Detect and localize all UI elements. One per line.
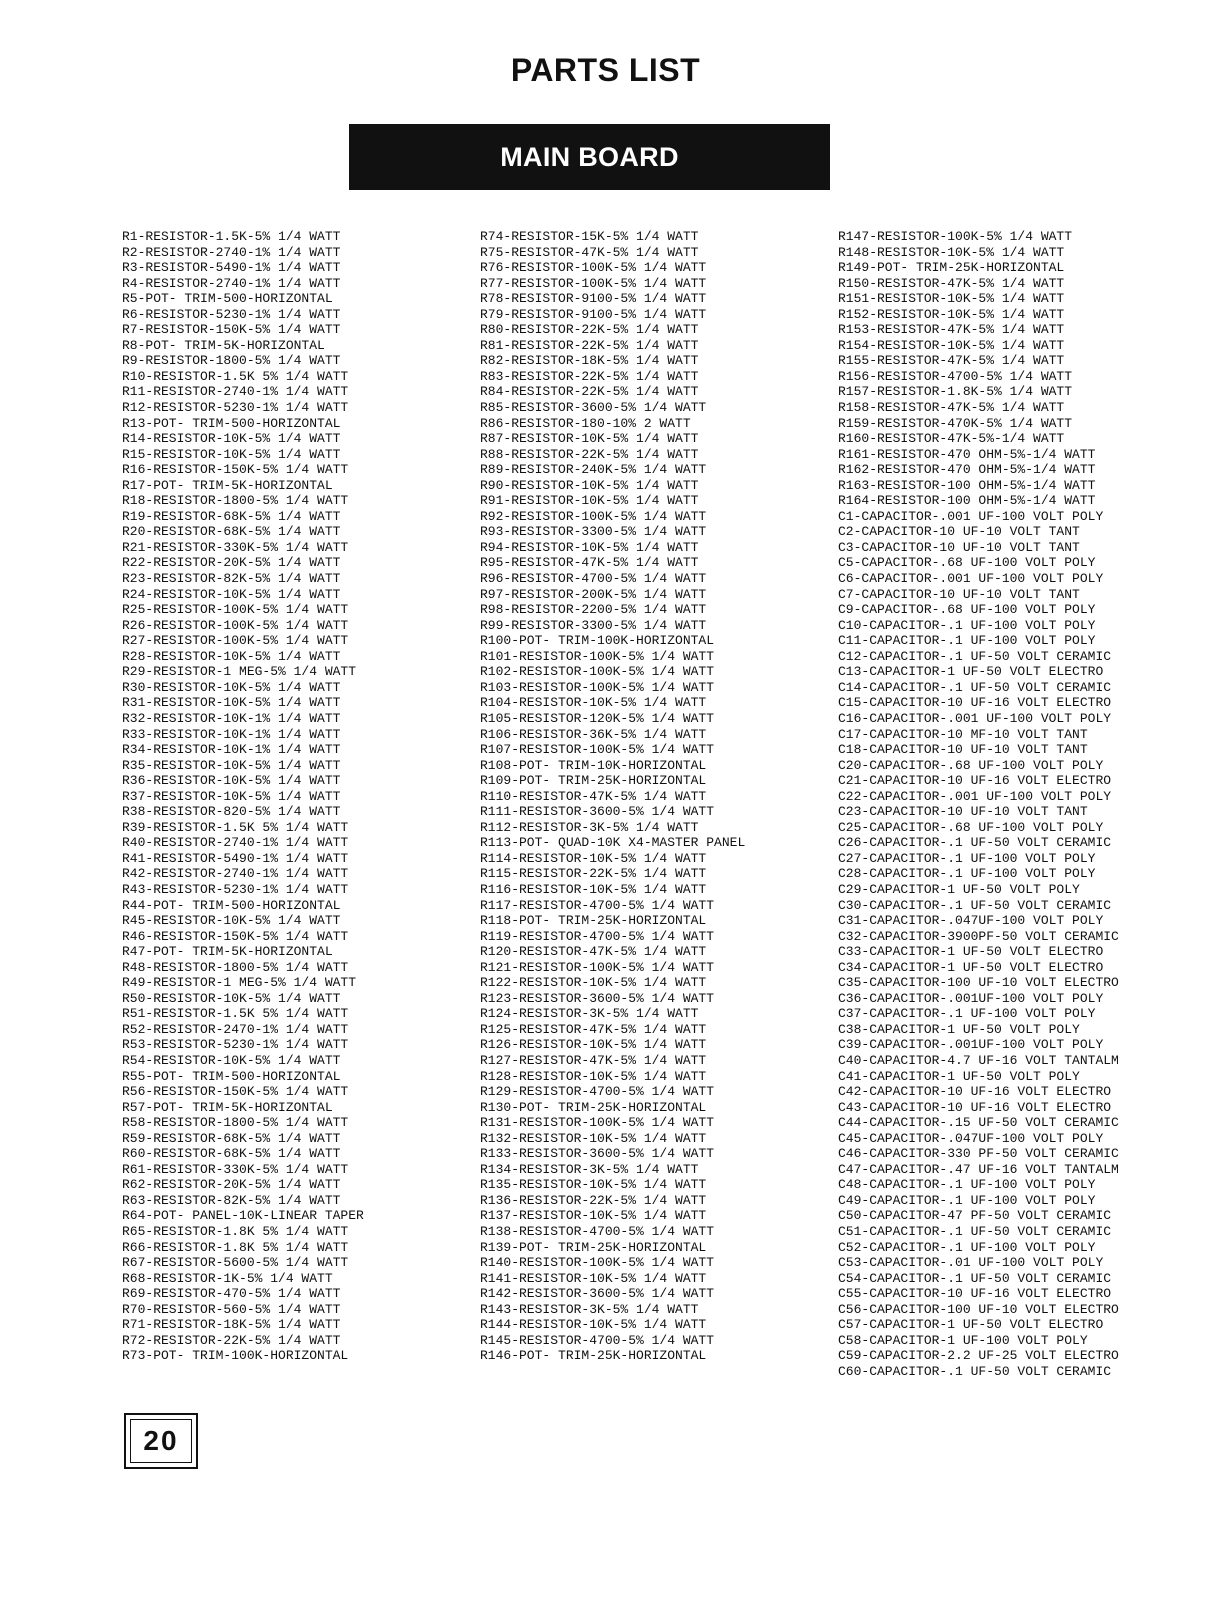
part-entry: R92-RESISTOR-100K-5% 1/4 WATT	[480, 508, 707, 524]
part-entry: C54-CAPACITOR-.1 UF-50 VOLT CERAMIC	[838, 1270, 1112, 1286]
part-entry: R49-RESISTOR-1 MEG-5% 1/4 WATT	[122, 975, 357, 991]
part-entry: R95-RESISTOR-47K-5% 1/4 WATT	[480, 555, 699, 571]
part-entry: C38-CAPACITOR-1 UF-50 VOLT POLY	[838, 1021, 1080, 1037]
part-entry: R20-RESISTOR-68K-5% 1/4 WATT	[122, 524, 341, 540]
part-entry: R122-RESISTOR-10K-5% 1/4 WATT	[480, 975, 707, 991]
part-entry: R74-RESISTOR-15K-5% 1/4 WATT	[480, 229, 699, 244]
part-entry: R90-RESISTOR-10K-5% 1/4 WATT	[480, 477, 699, 493]
part-entry: R75-RESISTOR-47K-5% 1/4 WATT	[480, 244, 699, 260]
part-entry: R57-POT- TRIM-5K-HORIZONTAL	[122, 1099, 333, 1115]
part-entry: C60-CAPACITOR-.1 UF-50 VOLT CERAMIC	[838, 1363, 1112, 1379]
part-entry: R48-RESISTOR-1800-5% 1/4 WATT	[122, 959, 349, 975]
part-entry: R98-RESISTOR-2200-5% 1/4 WATT	[480, 602, 707, 618]
part-entry: C44-CAPACITOR-.15 UF-50 VOLT CERAMIC	[838, 1115, 1119, 1131]
part-entry: R1-RESISTOR-1.5K-5% 1/4 WATT	[122, 229, 341, 244]
part-entry: R121-RESISTOR-100K-5% 1/4 WATT	[480, 959, 715, 975]
part-entry: R161-RESISTOR-470 OHM-5%-1/4 WATT	[838, 446, 1096, 462]
part-entry: R83-RESISTOR-22K-5% 1/4 WATT	[480, 368, 699, 384]
part-entry: R25-RESISTOR-100K-5% 1/4 WATT	[122, 602, 349, 618]
part-entry: C37-CAPACITOR-.1 UF-100 VOLT POLY	[838, 1006, 1096, 1022]
part-entry: C28-CAPACITOR-.1 UF-100 VOLT POLY	[838, 866, 1096, 882]
part-entry: R155-RESISTOR-47K-5% 1/4 WATT	[838, 353, 1065, 369]
part-entry: R73-POT- TRIM-100K-HORIZONTAL	[122, 1348, 349, 1364]
part-entry: R17-POT- TRIM-5K-HORIZONTAL	[122, 477, 333, 493]
part-entry: R102-RESISTOR-100K-5% 1/4 WATT	[480, 664, 715, 680]
part-entry: R18-RESISTOR-1800-5% 1/4 WATT	[122, 493, 349, 509]
part-entry: R34-RESISTOR-10K-1% 1/4 WATT	[122, 742, 341, 758]
part-entry: C20-CAPACITOR-.68 UF-100 VOLT POLY	[838, 757, 1104, 773]
part-entry: C9-CAPACITOR-.68 UF-100 VOLT POLY	[838, 602, 1096, 618]
part-entry: R93-RESISTOR-3300-5% 1/4 WATT	[480, 524, 707, 540]
part-entry: C57-CAPACITOR-1 UF-50 VOLT ELECTRO	[838, 1317, 1104, 1333]
part-entry: R67-RESISTOR-5600-5% 1/4 WATT	[122, 1255, 349, 1271]
part-entry: R21-RESISTOR-330K-5% 1/4 WATT	[122, 539, 349, 555]
part-entry: R160-RESISTOR-47K-5%-1/4 WATT	[838, 431, 1065, 447]
part-entry: C11-CAPACITOR-.1 UF-100 VOLT POLY	[838, 633, 1096, 649]
part-entry: R53-RESISTOR-5230-1% 1/4 WATT	[122, 1037, 349, 1053]
part-entry: R68-RESISTOR-1K-5% 1/4 WATT	[122, 1270, 333, 1286]
part-entry: C45-CAPACITOR-.047UF-100 VOLT POLY	[838, 1130, 1104, 1146]
part-entry: R61-RESISTOR-330K-5% 1/4 WATT	[122, 1161, 349, 1177]
part-entry: C49-CAPACITOR-.1 UF-100 VOLT POLY	[838, 1192, 1096, 1208]
part-entry: R100-POT- TRIM-100K-HORIZONTAL	[480, 633, 715, 649]
part-entry: R76-RESISTOR-100K-5% 1/4 WATT	[480, 260, 707, 276]
part-entry: R62-RESISTOR-20K-5% 1/4 WATT	[122, 1177, 341, 1193]
part-entry: C43-CAPACITOR-10 UF-16 VOLT ELECTRO	[838, 1099, 1112, 1115]
part-entry: R113-POT- QUAD-10K X4-MASTER PANEL	[480, 835, 746, 851]
part-entry: C53-CAPACITOR-.01 UF-100 VOLT POLY	[838, 1255, 1104, 1271]
part-entry: R22-RESISTOR-20K-5% 1/4 WATT	[122, 555, 341, 571]
part-entry: R79-RESISTOR-9100-5% 1/4 WATT	[480, 306, 707, 322]
part-entry: R159-RESISTOR-470K-5% 1/4 WATT	[838, 415, 1073, 431]
part-entry: R70-RESISTOR-560-5% 1/4 WATT	[122, 1301, 341, 1317]
part-entry: C26-CAPACITOR-.1 UF-50 VOLT CERAMIC	[838, 835, 1112, 851]
part-entry: R42-RESISTOR-2740-1% 1/4 WATT	[122, 866, 349, 882]
part-entry: R54-RESISTOR-10K-5% 1/4 WATT	[122, 1052, 341, 1068]
part-entry: R144-RESISTOR-10K-5% 1/4 WATT	[480, 1317, 707, 1333]
part-entry: R45-RESISTOR-10K-5% 1/4 WATT	[122, 913, 341, 929]
part-entry: R107-RESISTOR-100K-5% 1/4 WATT	[480, 742, 715, 758]
part-entry: R148-RESISTOR-10K-5% 1/4 WATT	[838, 244, 1065, 260]
part-entry: C51-CAPACITOR-.1 UF-50 VOLT CERAMIC	[838, 1224, 1112, 1239]
part-entry: R72-RESISTOR-22K-5% 1/4 WATT	[122, 1332, 341, 1348]
part-entry: R14-RESISTOR-10K-5% 1/4 WATT	[122, 431, 341, 447]
part-entry: R3-RESISTOR-5490-1% 1/4 WATT	[122, 260, 341, 276]
part-entry: R145-RESISTOR-4700-5% 1/4 WATT	[480, 1332, 715, 1348]
part-entry: R136-RESISTOR-22K-5% 1/4 WATT	[480, 1192, 707, 1208]
part-entry: R31-RESISTOR-10K-5% 1/4 WATT	[122, 695, 341, 711]
part-entry: R26-RESISTOR-100K-5% 1/4 WATT	[122, 617, 349, 633]
part-entry: R157-RESISTOR-1.8K-5% 1/4 WATT	[838, 384, 1073, 400]
part-entry: R15-RESISTOR-10K-5% 1/4 WATT	[122, 446, 341, 462]
part-entry: R46-RESISTOR-150K-5% 1/4 WATT	[122, 928, 349, 944]
part-entry: R71-RESISTOR-18K-5% 1/4 WATT	[122, 1317, 341, 1333]
part-entry: R156-RESISTOR-4700-5% 1/4 WATT	[838, 368, 1073, 384]
part-entry: R33-RESISTOR-10K-1% 1/4 WATT	[122, 726, 341, 742]
part-entry: R143-RESISTOR-3K-5% 1/4 WATT	[480, 1301, 699, 1317]
part-entry: R19-RESISTOR-68K-5% 1/4 WATT	[122, 508, 341, 524]
part-entry: C47-CAPACITOR-.47 UF-16 VOLT TANTALM	[838, 1161, 1119, 1177]
part-entry: C22-CAPACITOR-.001 UF-100 VOLT POLY	[838, 788, 1112, 804]
part-entry: R5-POT- TRIM-500-HORIZONTAL	[122, 291, 333, 307]
part-entry: R112-RESISTOR-3K-5% 1/4 WATT	[480, 819, 699, 835]
part-entry: R127-RESISTOR-47K-5% 1/4 WATT	[480, 1052, 707, 1068]
part-entry: C59-CAPACITOR-2.2 UF-25 VOLT ELECTRO	[838, 1348, 1119, 1364]
part-entry: R123-RESISTOR-3600-5% 1/4 WATT	[480, 990, 715, 1006]
part-entry: R101-RESISTOR-100K-5% 1/4 WATT	[480, 648, 715, 664]
part-entry: R59-RESISTOR-68K-5% 1/4 WATT	[122, 1130, 341, 1146]
part-entry: C6-CAPACITOR-.001 UF-100 VOLT POLY	[838, 571, 1104, 587]
part-entry: R146-POT- TRIM-25K-HORIZONTAL	[480, 1348, 707, 1364]
part-entry: R129-RESISTOR-4700-5% 1/4 WATT	[480, 1084, 715, 1100]
part-entry: R24-RESISTOR-10K-5% 1/4 WATT	[122, 586, 341, 602]
part-entry: C16-CAPACITOR-.001 UF-100 VOLT POLY	[838, 710, 1112, 726]
part-entry: R130-POT- TRIM-25K-HORIZONTAL	[480, 1099, 707, 1115]
part-entry: R56-RESISTOR-150K-5% 1/4 WATT	[122, 1084, 349, 1100]
part-entry: R82-RESISTOR-18K-5% 1/4 WATT	[480, 353, 699, 369]
part-entry: R135-RESISTOR-10K-5% 1/4 WATT	[480, 1177, 707, 1193]
part-entry: R86-RESISTOR-180-10% 2 WATT	[480, 415, 691, 431]
part-entry: C58-CAPACITOR-1 UF-100 VOLT POLY	[838, 1332, 1088, 1348]
part-entry: R120-RESISTOR-47K-5% 1/4 WATT	[480, 944, 707, 960]
part-entry: R116-RESISTOR-10K-5% 1/4 WATT	[480, 881, 707, 897]
part-entry: R55-POT- TRIM-500-HORIZONTAL	[122, 1068, 341, 1084]
part-entry: C21-CAPACITOR-10 UF-16 VOLT ELECTRO	[838, 773, 1112, 789]
part-entry: R111-RESISTOR-3600-5% 1/4 WATT	[480, 804, 715, 820]
part-entry: R99-RESISTOR-3300-5% 1/4 WATT	[480, 617, 707, 633]
part-entry: R141-RESISTOR-10K-5% 1/4 WATT	[480, 1270, 707, 1286]
part-entry: R96-RESISTOR-4700-5% 1/4 WATT	[480, 571, 707, 587]
part-entry: R163-RESISTOR-100 OHM-5%-1/4 WATT	[838, 477, 1096, 493]
part-entry: C1-CAPACITOR-.001 UF-100 VOLT POLY	[838, 508, 1104, 524]
part-entry: R132-RESISTOR-10K-5% 1/4 WATT	[480, 1130, 707, 1146]
part-entry: R114-RESISTOR-10K-5% 1/4 WATT	[480, 850, 707, 866]
section-title: MAIN BOARD	[500, 141, 679, 172]
part-entry: R63-RESISTOR-82K-5% 1/4 WATT	[122, 1192, 341, 1208]
part-entry: C56-CAPACITOR-100 UF-10 VOLT ELECTRO	[838, 1301, 1119, 1317]
part-entry: R28-RESISTOR-10K-5% 1/4 WATT	[122, 648, 341, 664]
part-entry: R27-RESISTOR-100K-5% 1/4 WATT	[122, 633, 349, 649]
part-entry: R94-RESISTOR-10K-5% 1/4 WATT	[480, 539, 699, 555]
part-entry: R139-POT- TRIM-25K-HORIZONTAL	[480, 1239, 707, 1255]
part-entry: R153-RESISTOR-47K-5% 1/4 WATT	[838, 322, 1065, 338]
part-entry: R84-RESISTOR-22K-5% 1/4 WATT	[480, 384, 699, 400]
part-entry: C30-CAPACITOR-.1 UF-50 VOLT CERAMIC	[838, 897, 1112, 913]
part-entry: R108-POT- TRIM-10K-HORIZONTAL	[480, 757, 707, 773]
part-entry: R103-RESISTOR-100K-5% 1/4 WATT	[480, 679, 715, 695]
parts-column-2	[480, 229, 745, 1364]
part-entry: R2-RESISTOR-2740-1% 1/4 WATT	[122, 244, 341, 260]
part-entry: C46-CAPACITOR-330 PF-50 VOLT CERAMIC	[838, 1146, 1119, 1162]
part-entry: C18-CAPACITOR-10 UF-10 VOLT TANT	[838, 742, 1088, 758]
part-entry: C2-CAPACITOR-10 UF-10 VOLT TANT	[838, 524, 1080, 540]
parts-column-3	[838, 229, 1119, 1379]
part-entry: R137-RESISTOR-10K-5% 1/4 WATT	[480, 1208, 707, 1224]
part-entry: C5-CAPACITOR-.68 UF-100 VOLT POLY	[838, 555, 1096, 571]
part-entry: R162-RESISTOR-470 OHM-5%-1/4 WATT	[838, 462, 1096, 478]
part-entry: R9-RESISTOR-1800-5% 1/4 WATT	[122, 353, 341, 369]
part-entry: R158-RESISTOR-47K-5% 1/4 WATT	[838, 400, 1065, 416]
part-entry: C40-CAPACITOR-4.7 UF-16 VOLT TANTALM	[838, 1052, 1119, 1068]
part-entry: R91-RESISTOR-10K-5% 1/4 WATT	[480, 493, 699, 509]
part-entry: C25-CAPACITOR-.68 UF-100 VOLT POLY	[838, 819, 1104, 835]
part-entry: R105-RESISTOR-120K-5% 1/4 WATT	[480, 710, 715, 726]
part-entry: R39-RESISTOR-1.5K 5% 1/4 WATT	[122, 819, 349, 835]
part-entry: R32-RESISTOR-10K-1% 1/4 WATT	[122, 710, 341, 726]
part-entry: R138-RESISTOR-4700-5% 1/4 WATT	[480, 1224, 715, 1239]
part-entry: R64-POT- PANEL-10K-LINEAR TAPER	[122, 1208, 364, 1224]
part-entry: R38-RESISTOR-820-5% 1/4 WATT	[122, 804, 341, 820]
part-entry: R44-POT- TRIM-500-HORIZONTAL	[122, 897, 341, 913]
part-entry: R8-POT- TRIM-5K-HORIZONTAL	[122, 337, 325, 353]
part-entry: C33-CAPACITOR-1 UF-50 VOLT ELECTRO	[838, 944, 1104, 960]
part-entry: R147-RESISTOR-100K-5% 1/4 WATT	[838, 229, 1073, 244]
part-entry: R11-RESISTOR-2740-1% 1/4 WATT	[122, 384, 349, 400]
part-entry: R134-RESISTOR-3K-5% 1/4 WATT	[480, 1161, 699, 1177]
part-entry: C27-CAPACITOR-.1 UF-100 VOLT POLY	[838, 850, 1096, 866]
page-number-box	[124, 1413, 198, 1469]
part-entry: R77-RESISTOR-100K-5% 1/4 WATT	[480, 275, 707, 291]
section-banner	[349, 124, 830, 190]
part-entry: R152-RESISTOR-10K-5% 1/4 WATT	[838, 306, 1065, 322]
part-entry: C10-CAPACITOR-.1 UF-100 VOLT POLY	[838, 617, 1096, 633]
part-entry: C34-CAPACITOR-1 UF-50 VOLT ELECTRO	[838, 959, 1104, 975]
part-entry: C55-CAPACITOR-10 UF-16 VOLT ELECTRO	[838, 1286, 1112, 1302]
part-entry: R23-RESISTOR-82K-5% 1/4 WATT	[122, 571, 341, 587]
part-entry: R104-RESISTOR-10K-5% 1/4 WATT	[480, 695, 707, 711]
part-entry: C39-CAPACITOR-.001UF-100 VOLT POLY	[838, 1037, 1104, 1053]
part-entry: R126-RESISTOR-10K-5% 1/4 WATT	[480, 1037, 707, 1053]
part-entry: R85-RESISTOR-3600-5% 1/4 WATT	[480, 400, 707, 416]
part-entry: C23-CAPACITOR-10 UF-10 VOLT TANT	[838, 804, 1088, 820]
part-entry: R133-RESISTOR-3600-5% 1/4 WATT	[480, 1146, 715, 1162]
part-entry: R81-RESISTOR-22K-5% 1/4 WATT	[480, 337, 699, 353]
part-entry: C14-CAPACITOR-.1 UF-50 VOLT CERAMIC	[838, 679, 1112, 695]
part-entry: R47-POT- TRIM-5K-HORIZONTAL	[122, 944, 333, 960]
part-entry: R109-POT- TRIM-25K-HORIZONTAL	[480, 773, 707, 789]
part-entry: R66-RESISTOR-1.8K 5% 1/4 WATT	[122, 1239, 349, 1255]
part-entry: C50-CAPACITOR-47 PF-50 VOLT CERAMIC	[838, 1208, 1112, 1224]
part-entry: R37-RESISTOR-10K-5% 1/4 WATT	[122, 788, 341, 804]
part-entry: R58-RESISTOR-1800-5% 1/4 WATT	[122, 1115, 349, 1131]
part-entry: R119-RESISTOR-4700-5% 1/4 WATT	[480, 928, 715, 944]
part-entry: R80-RESISTOR-22K-5% 1/4 WATT	[480, 322, 699, 338]
part-entry: R125-RESISTOR-47K-5% 1/4 WATT	[480, 1021, 707, 1037]
part-entry: R150-RESISTOR-47K-5% 1/4 WATT	[838, 275, 1065, 291]
part-entry: C36-CAPACITOR-.001UF-100 VOLT POLY	[838, 990, 1104, 1006]
part-entry: R110-RESISTOR-47K-5% 1/4 WATT	[480, 788, 707, 804]
part-entry: R151-RESISTOR-10K-5% 1/4 WATT	[838, 291, 1065, 307]
part-entry: C42-CAPACITOR-10 UF-16 VOLT ELECTRO	[838, 1084, 1112, 1100]
part-entry: R149-POT- TRIM-25K-HORIZONTAL	[838, 260, 1065, 276]
part-entry: R29-RESISTOR-1 MEG-5% 1/4 WATT	[122, 664, 357, 680]
part-entry: C52-CAPACITOR-.1 UF-100 VOLT POLY	[838, 1239, 1096, 1255]
part-entry: R41-RESISTOR-5490-1% 1/4 WATT	[122, 850, 349, 866]
part-entry: R65-RESISTOR-1.8K 5% 1/4 WATT	[122, 1224, 349, 1239]
part-entry: R60-RESISTOR-68K-5% 1/4 WATT	[122, 1146, 341, 1162]
part-entry: R36-RESISTOR-10K-5% 1/4 WATT	[122, 773, 341, 789]
part-entry: C41-CAPACITOR-1 UF-50 VOLT POLY	[838, 1068, 1080, 1084]
parts-column-1	[122, 229, 364, 1364]
part-entry: R35-RESISTOR-10K-5% 1/4 WATT	[122, 757, 341, 773]
page-title: PARTS LIST	[510, 52, 701, 88]
part-entry: C3-CAPACITOR-10 UF-10 VOLT TANT	[838, 539, 1080, 555]
part-entry: C29-CAPACITOR-1 UF-50 VOLT POLY	[838, 881, 1080, 897]
part-entry: C32-CAPACITOR-3900PF-50 VOLT CERAMIC	[838, 928, 1119, 944]
part-entry: R164-RESISTOR-100 OHM-5%-1/4 WATT	[838, 493, 1096, 509]
part-entry: R43-RESISTOR-5230-1% 1/4 WATT	[122, 881, 349, 897]
part-entry: C13-CAPACITOR-1 UF-50 VOLT ELECTRO	[838, 664, 1104, 680]
part-entry: R142-RESISTOR-3600-5% 1/4 WATT	[480, 1286, 715, 1302]
part-entry: R10-RESISTOR-1.5K 5% 1/4 WATT	[122, 368, 349, 384]
part-entry: R12-RESISTOR-5230-1% 1/4 WATT	[122, 400, 349, 416]
part-entry: C31-CAPACITOR-.047UF-100 VOLT POLY	[838, 913, 1104, 929]
part-entry: R97-RESISTOR-200K-5% 1/4 WATT	[480, 586, 707, 602]
part-entry: R4-RESISTOR-2740-1% 1/4 WATT	[122, 275, 341, 291]
part-entry: R6-RESISTOR-5230-1% 1/4 WATT	[122, 306, 341, 322]
part-entry: R131-RESISTOR-100K-5% 1/4 WATT	[480, 1115, 715, 1131]
part-entry: R7-RESISTOR-150K-5% 1/4 WATT	[122, 322, 341, 338]
part-entry: R16-RESISTOR-150K-5% 1/4 WATT	[122, 462, 349, 478]
part-entry: C15-CAPACITOR-10 UF-16 VOLT ELECTRO	[838, 695, 1112, 711]
part-entry: R124-RESISTOR-3K-5% 1/4 WATT	[480, 1006, 699, 1022]
part-entry: C35-CAPACITOR-100 UF-10 VOLT ELECTRO	[838, 975, 1119, 991]
part-entry: R106-RESISTOR-36K-5% 1/4 WATT	[480, 726, 707, 742]
part-entry: R87-RESISTOR-10K-5% 1/4 WATT	[480, 431, 699, 447]
part-entry: C48-CAPACITOR-.1 UF-100 VOLT POLY	[838, 1177, 1096, 1193]
part-entry: R50-RESISTOR-10K-5% 1/4 WATT	[122, 990, 341, 1006]
part-entry: R30-RESISTOR-10K-5% 1/4 WATT	[122, 679, 341, 695]
page-number: 20	[130, 1419, 192, 1463]
part-entry: R140-RESISTOR-100K-5% 1/4 WATT	[480, 1255, 715, 1271]
part-entry: R88-RESISTOR-22K-5% 1/4 WATT	[480, 446, 699, 462]
part-entry: C12-CAPACITOR-.1 UF-50 VOLT CERAMIC	[838, 648, 1112, 664]
part-entry: R117-RESISTOR-4700-5% 1/4 WATT	[480, 897, 715, 913]
part-entry: R51-RESISTOR-1.5K 5% 1/4 WATT	[122, 1006, 349, 1022]
part-entry: R118-POT- TRIM-25K-HORIZONTAL	[480, 913, 707, 929]
part-entry: R78-RESISTOR-9100-5% 1/4 WATT	[480, 291, 707, 307]
part-entry: R40-RESISTOR-2740-1% 1/4 WATT	[122, 835, 349, 851]
part-entry: R69-RESISTOR-470-5% 1/4 WATT	[122, 1286, 341, 1302]
part-entry: R13-POT- TRIM-500-HORIZONTAL	[122, 415, 341, 431]
part-entry: R52-RESISTOR-2470-1% 1/4 WATT	[122, 1021, 349, 1037]
part-entry: R115-RESISTOR-22K-5% 1/4 WATT	[480, 866, 707, 882]
part-entry: C17-CAPACITOR-10 MF-10 VOLT TANT	[838, 726, 1088, 742]
part-entry: R128-RESISTOR-10K-5% 1/4 WATT	[480, 1068, 707, 1084]
part-entry: C7-CAPACITOR-10 UF-10 VOLT TANT	[838, 586, 1080, 602]
part-entry: R89-RESISTOR-240K-5% 1/4 WATT	[480, 462, 707, 478]
part-entry: R154-RESISTOR-10K-5% 1/4 WATT	[838, 337, 1065, 353]
